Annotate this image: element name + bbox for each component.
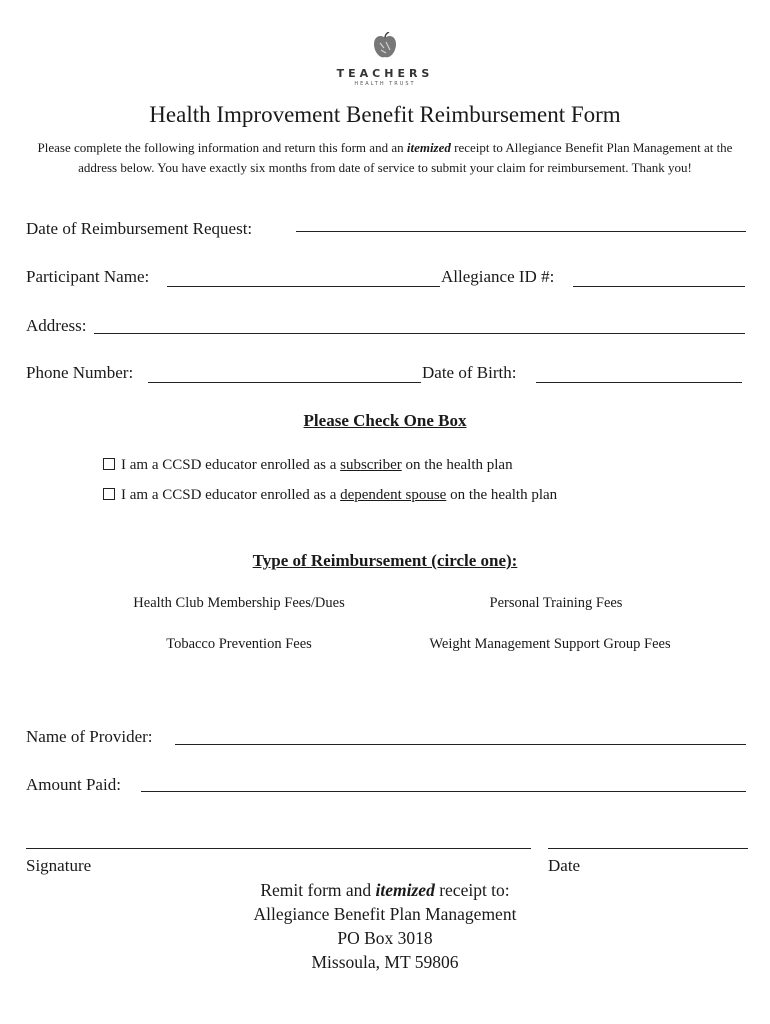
provider-name-label: Name of Provider: (26, 727, 153, 746)
logo-subtitle: HEALTH TRUST (354, 81, 416, 87)
tobacco-prevention-option[interactable]: Tobacco Prevention Fees (166, 636, 312, 652)
amount-paid-field[interactable] (141, 791, 746, 792)
allegiance-id-label: Allegiance ID #: (441, 267, 555, 286)
remit-po-box: PO Box 3018 (337, 928, 433, 948)
subscriber-checkbox[interactable] (103, 458, 115, 470)
provider-name-field[interactable] (175, 744, 746, 745)
weight-management-option[interactable]: Weight Management Support Group Fees (429, 636, 671, 652)
apple-icon (372, 32, 398, 65)
signature-field[interactable] (26, 848, 531, 849)
address-field[interactable] (94, 333, 745, 334)
dependent-spouse-checkbox[interactable] (103, 488, 115, 500)
dependent-spouse-option[interactable]: I am a CCSD educator enrolled as a dependent spouse on the health plan (103, 487, 557, 504)
teachers-health-trust-logo (0, 32, 770, 87)
amount-paid-label: Amount Paid: (26, 775, 121, 794)
date-of-birth-label: Date of Birth: (422, 363, 517, 382)
signature-date-field[interactable] (548, 848, 748, 849)
date-of-birth-field[interactable] (536, 382, 742, 383)
health-club-option[interactable]: Health Club Membership Fees/Dues (133, 595, 345, 611)
remit-line-1: Remit form and itemized receipt to: (260, 880, 510, 900)
signature-date-label: Date (548, 856, 581, 875)
phone-number-label: Phone Number: (26, 363, 134, 382)
participant-name-label: Participant Name: (26, 267, 150, 286)
subscriber-option[interactable]: I am a CCSD educator enrolled as a subscriber on the health plan (103, 457, 513, 474)
logo-wordmark: TEACHERS (336, 67, 434, 80)
participant-name-field[interactable] (167, 286, 440, 287)
date-request-field[interactable] (296, 231, 746, 232)
allegiance-id-field[interactable] (573, 286, 745, 287)
address-label: Address: (26, 316, 87, 335)
phone-number-field[interactable] (148, 382, 421, 383)
personal-training-option[interactable]: Personal Training Fees (489, 595, 623, 611)
form-title: Health Improvement Benefit Reimbursement Form (149, 102, 621, 127)
remit-company: Allegiance Benefit Plan Management (253, 904, 517, 924)
itemized-emphasis: itemized (406, 140, 451, 155)
remit-city-state-zip: Missoula, MT 59806 (311, 952, 459, 972)
date-request-label: Date of Reimbursement Request: (26, 219, 253, 238)
instructions-paragraph: Please complete the following information and return this form and an itemized receipt to Allegiance Benefit Plan Management at the address below. You have exactly six months from date of service to submit your claim for reimbursement. Thank you! (37, 140, 733, 175)
remit-address-block (0, 878, 770, 974)
signature-label: Signature (26, 856, 92, 875)
check-one-box-heading: Please Check One Box (303, 411, 467, 430)
reimbursement-type-heading: Type of Reimbursement (circle one): (252, 551, 518, 570)
